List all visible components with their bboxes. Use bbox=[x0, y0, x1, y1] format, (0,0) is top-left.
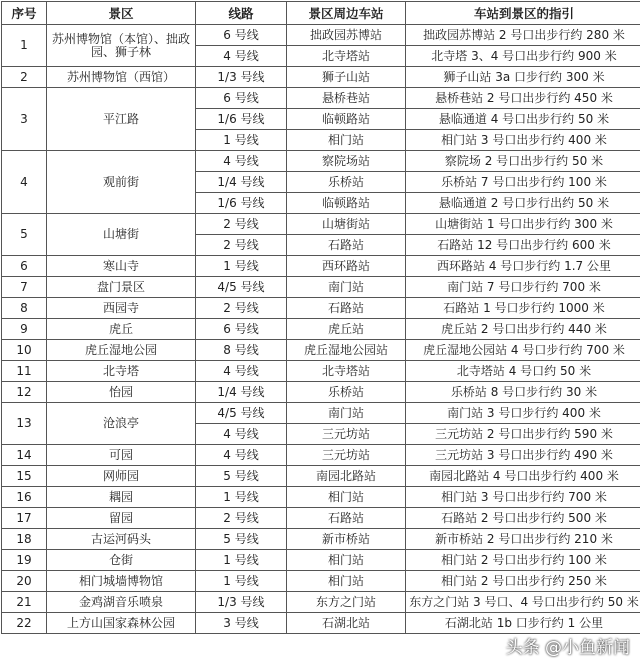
cell-attraction: 山塘街 bbox=[47, 214, 196, 256]
cell-directions: 南门站 7 号口步行约 700 米 bbox=[406, 277, 640, 298]
cell-line: 2 号线 bbox=[196, 214, 287, 235]
cell-directions: 相门站 2 号口出步行约 100 米 bbox=[406, 550, 640, 571]
table-row bbox=[2, 613, 640, 634]
cell-line: 1 号线 bbox=[196, 487, 287, 508]
cell-station: 临顿路站 bbox=[287, 109, 406, 130]
table-row bbox=[2, 67, 640, 88]
cell-station: 临顿路站 bbox=[287, 193, 406, 214]
cell-station: 山塘街站 bbox=[287, 214, 406, 235]
cell-number: 17 bbox=[2, 508, 47, 529]
cell-line: 4/5 号线 bbox=[196, 277, 287, 298]
table-row bbox=[2, 445, 640, 466]
cell-number: 18 bbox=[2, 529, 47, 550]
table-row bbox=[2, 298, 640, 319]
cell-station: 石湖北站 bbox=[287, 613, 406, 634]
cell-directions: 南门站 3 号口步行约 400 米 bbox=[406, 403, 640, 424]
cell-line: 6 号线 bbox=[196, 88, 287, 109]
cell-station: 乐桥站 bbox=[287, 382, 406, 403]
cell-directions: 新市桥站 2 号口出步行约 210 米 bbox=[406, 529, 640, 550]
table-row bbox=[2, 529, 640, 550]
cell-station: 相门站 bbox=[287, 550, 406, 571]
metro-attractions-table bbox=[1, 1, 640, 634]
cell-number: 3 bbox=[2, 88, 47, 151]
cell-attraction: 虎丘湿地公园 bbox=[47, 340, 196, 361]
cell-directions: 相门站 3 号口出步行约 400 米 bbox=[406, 130, 640, 151]
cell-line: 4 号线 bbox=[196, 424, 287, 445]
header-line: 线路 bbox=[196, 2, 287, 25]
cell-directions: 三元坊站 2 号口出步行约 590 米 bbox=[406, 424, 640, 445]
cell-attraction: 北寺塔 bbox=[47, 361, 196, 382]
table-row bbox=[2, 592, 640, 613]
cell-station: 虎丘湿地公园站 bbox=[287, 340, 406, 361]
cell-directions: 三元坊站 3 号口出步行约 490 米 bbox=[406, 445, 640, 466]
cell-attraction: 盘门景区 bbox=[47, 277, 196, 298]
cell-directions: 狮子山站 3a 口步行约 300 米 bbox=[406, 67, 640, 88]
cell-number: 22 bbox=[2, 613, 47, 634]
cell-station: 新市桥站 bbox=[287, 529, 406, 550]
table-row bbox=[2, 340, 640, 361]
table-row bbox=[2, 277, 640, 298]
cell-attraction: 网师园 bbox=[47, 466, 196, 487]
cell-attraction: 相门城墙博物馆 bbox=[47, 571, 196, 592]
cell-line: 4 号线 bbox=[196, 46, 287, 67]
cell-directions: 相门站 3 号口出步行约 700 米 bbox=[406, 487, 640, 508]
cell-number: 6 bbox=[2, 256, 47, 277]
table-row bbox=[2, 151, 640, 172]
table-row bbox=[2, 382, 640, 403]
cell-number: 7 bbox=[2, 277, 47, 298]
cell-station: 悬桥巷站 bbox=[287, 88, 406, 109]
cell-line: 1 号线 bbox=[196, 130, 287, 151]
cell-line: 6 号线 bbox=[196, 319, 287, 340]
cell-directions: 西环路站 4 号口步行约 1.7 公里 bbox=[406, 256, 640, 277]
cell-number: 15 bbox=[2, 466, 47, 487]
cell-number: 10 bbox=[2, 340, 47, 361]
cell-attraction: 怡园 bbox=[47, 382, 196, 403]
cell-station: 石路站 bbox=[287, 235, 406, 256]
cell-directions: 北寺塔站 4 号口约 50 米 bbox=[406, 361, 640, 382]
cell-station: 察院场站 bbox=[287, 151, 406, 172]
cell-directions: 山塘街站 1 号口出步行约 300 米 bbox=[406, 214, 640, 235]
cell-line: 4 号线 bbox=[196, 361, 287, 382]
cell-line: 4/5 号线 bbox=[196, 403, 287, 424]
cell-attraction: 苏州博物馆（本馆）、拙政园、狮子林 bbox=[47, 25, 196, 67]
cell-station: 狮子山站 bbox=[287, 67, 406, 88]
cell-line: 1/6 号线 bbox=[196, 193, 287, 214]
cell-directions: 虎丘站 2 号口出步行约 440 米 bbox=[406, 319, 640, 340]
cell-number: 1 bbox=[2, 25, 47, 67]
cell-attraction: 耦园 bbox=[47, 487, 196, 508]
cell-directions: 南园北路站 4 号口出步行约 400 米 bbox=[406, 466, 640, 487]
cell-attraction: 观前街 bbox=[47, 151, 196, 214]
watermark-text: 头条 @小鱼新闻 bbox=[505, 638, 630, 658]
cell-attraction: 古运河码头 bbox=[47, 529, 196, 550]
cell-line: 2 号线 bbox=[196, 298, 287, 319]
cell-attraction: 可园 bbox=[47, 445, 196, 466]
cell-directions: 悬桥巷站 2 号口出步行约 450 米 bbox=[406, 88, 640, 109]
cell-station: 西环路站 bbox=[287, 256, 406, 277]
cell-line: 1/3 号线 bbox=[196, 592, 287, 613]
cell-directions: 悬临通道 2 号口步行出约 50 米 bbox=[406, 193, 640, 214]
cell-number: 12 bbox=[2, 382, 47, 403]
cell-line: 2 号线 bbox=[196, 235, 287, 256]
cell-line: 1/4 号线 bbox=[196, 382, 287, 403]
cell-directions: 乐桥站 7 号口出步行约 100 米 bbox=[406, 172, 640, 193]
cell-directions: 石路站 1 号口步行约 1000 米 bbox=[406, 298, 640, 319]
cell-station: 相门站 bbox=[287, 130, 406, 151]
cell-number: 14 bbox=[2, 445, 47, 466]
cell-directions: 石路站 2 号口出步行约 500 米 bbox=[406, 508, 640, 529]
cell-number: 13 bbox=[2, 403, 47, 445]
header-attraction: 景区 bbox=[47, 2, 196, 25]
cell-line: 1/3 号线 bbox=[196, 67, 287, 88]
cell-station: 石路站 bbox=[287, 298, 406, 319]
cell-attraction: 金鸡湖音乐喷泉 bbox=[47, 592, 196, 613]
cell-number: 16 bbox=[2, 487, 47, 508]
table-row bbox=[2, 361, 640, 382]
table-row bbox=[2, 403, 640, 424]
cell-attraction: 寒山寺 bbox=[47, 256, 196, 277]
cell-line: 4 号线 bbox=[196, 445, 287, 466]
cell-directions: 石路站 12 号口出步行约 600 米 bbox=[406, 235, 640, 256]
cell-line: 1/6 号线 bbox=[196, 109, 287, 130]
cell-number: 20 bbox=[2, 571, 47, 592]
cell-directions: 相门站 2 号口出步行约 250 米 bbox=[406, 571, 640, 592]
watermark bbox=[506, 633, 630, 658]
cell-line: 3 号线 bbox=[196, 613, 287, 634]
cell-station: 相门站 bbox=[287, 487, 406, 508]
table-row bbox=[2, 550, 640, 571]
cell-attraction: 虎丘 bbox=[47, 319, 196, 340]
table-body bbox=[2, 25, 640, 634]
cell-number: 2 bbox=[2, 67, 47, 88]
cell-line: 1 号线 bbox=[196, 256, 287, 277]
cell-directions: 虎丘湿地公园站 4 号口步行约 700 米 bbox=[406, 340, 640, 361]
cell-line: 5 号线 bbox=[196, 466, 287, 487]
cell-attraction: 平江路 bbox=[47, 88, 196, 151]
cell-attraction: 苏州博物馆（西馆） bbox=[47, 67, 196, 88]
cell-station: 虎丘站 bbox=[287, 319, 406, 340]
cell-line: 2 号线 bbox=[196, 508, 287, 529]
cell-station: 南园北路站 bbox=[287, 466, 406, 487]
cell-directions: 东方之门站 3 号口、4 号口出步行约 50 米 bbox=[406, 592, 640, 613]
table-header-row bbox=[2, 2, 640, 25]
header-number: 序号 bbox=[2, 2, 47, 25]
cell-attraction: 仓街 bbox=[47, 550, 196, 571]
cell-station: 北寺塔站 bbox=[287, 361, 406, 382]
cell-directions: 察院场 2 号口出步行约 50 米 bbox=[406, 151, 640, 172]
table-row bbox=[2, 214, 640, 235]
cell-station: 乐桥站 bbox=[287, 172, 406, 193]
table-row bbox=[2, 571, 640, 592]
table-row bbox=[2, 466, 640, 487]
cell-number: 5 bbox=[2, 214, 47, 256]
cell-station: 三元坊站 bbox=[287, 445, 406, 466]
cell-number: 19 bbox=[2, 550, 47, 571]
cell-attraction: 西园寺 bbox=[47, 298, 196, 319]
cell-directions: 石湖北站 1b 口步行约 1 公里 bbox=[406, 613, 640, 634]
table-row bbox=[2, 25, 640, 46]
table-row bbox=[2, 88, 640, 109]
cell-directions: 乐桥站 8 号口步行约 30 米 bbox=[406, 382, 640, 403]
cell-line: 5 号线 bbox=[196, 529, 287, 550]
cell-line: 6 号线 bbox=[196, 25, 287, 46]
cell-station: 东方之门站 bbox=[287, 592, 406, 613]
table-row bbox=[2, 487, 640, 508]
cell-line: 4 号线 bbox=[196, 151, 287, 172]
cell-attraction: 沧浪亭 bbox=[47, 403, 196, 445]
cell-directions: 北寺塔 3、4 号口出步行约 900 米 bbox=[406, 46, 640, 67]
cell-number: 4 bbox=[2, 151, 47, 214]
cell-station: 南门站 bbox=[287, 403, 406, 424]
cell-attraction: 留园 bbox=[47, 508, 196, 529]
cell-attraction: 上方山国家森林公园 bbox=[47, 613, 196, 634]
cell-station: 拙政园苏博站 bbox=[287, 25, 406, 46]
cell-line: 1 号线 bbox=[196, 571, 287, 592]
cell-directions: 悬临通道 4 号口出步行约 50 米 bbox=[406, 109, 640, 130]
cell-station: 南门站 bbox=[287, 277, 406, 298]
cell-number: 21 bbox=[2, 592, 47, 613]
cell-station: 石路站 bbox=[287, 508, 406, 529]
cell-station: 相门站 bbox=[287, 571, 406, 592]
cell-directions: 拙政园苏博站 2 号口出步行约 280 米 bbox=[406, 25, 640, 46]
table-row bbox=[2, 319, 640, 340]
cell-line: 1/4 号线 bbox=[196, 172, 287, 193]
cell-line: 8 号线 bbox=[196, 340, 287, 361]
table-row bbox=[2, 256, 640, 277]
cell-station: 三元坊站 bbox=[287, 424, 406, 445]
cell-station: 北寺塔站 bbox=[287, 46, 406, 67]
cell-number: 9 bbox=[2, 319, 47, 340]
cell-number: 11 bbox=[2, 361, 47, 382]
header-directions: 车站到景区的指引 bbox=[406, 2, 640, 25]
table-row bbox=[2, 508, 640, 529]
cell-number: 8 bbox=[2, 298, 47, 319]
cell-line: 1 号线 bbox=[196, 550, 287, 571]
header-station: 景区周边车站 bbox=[287, 2, 406, 25]
